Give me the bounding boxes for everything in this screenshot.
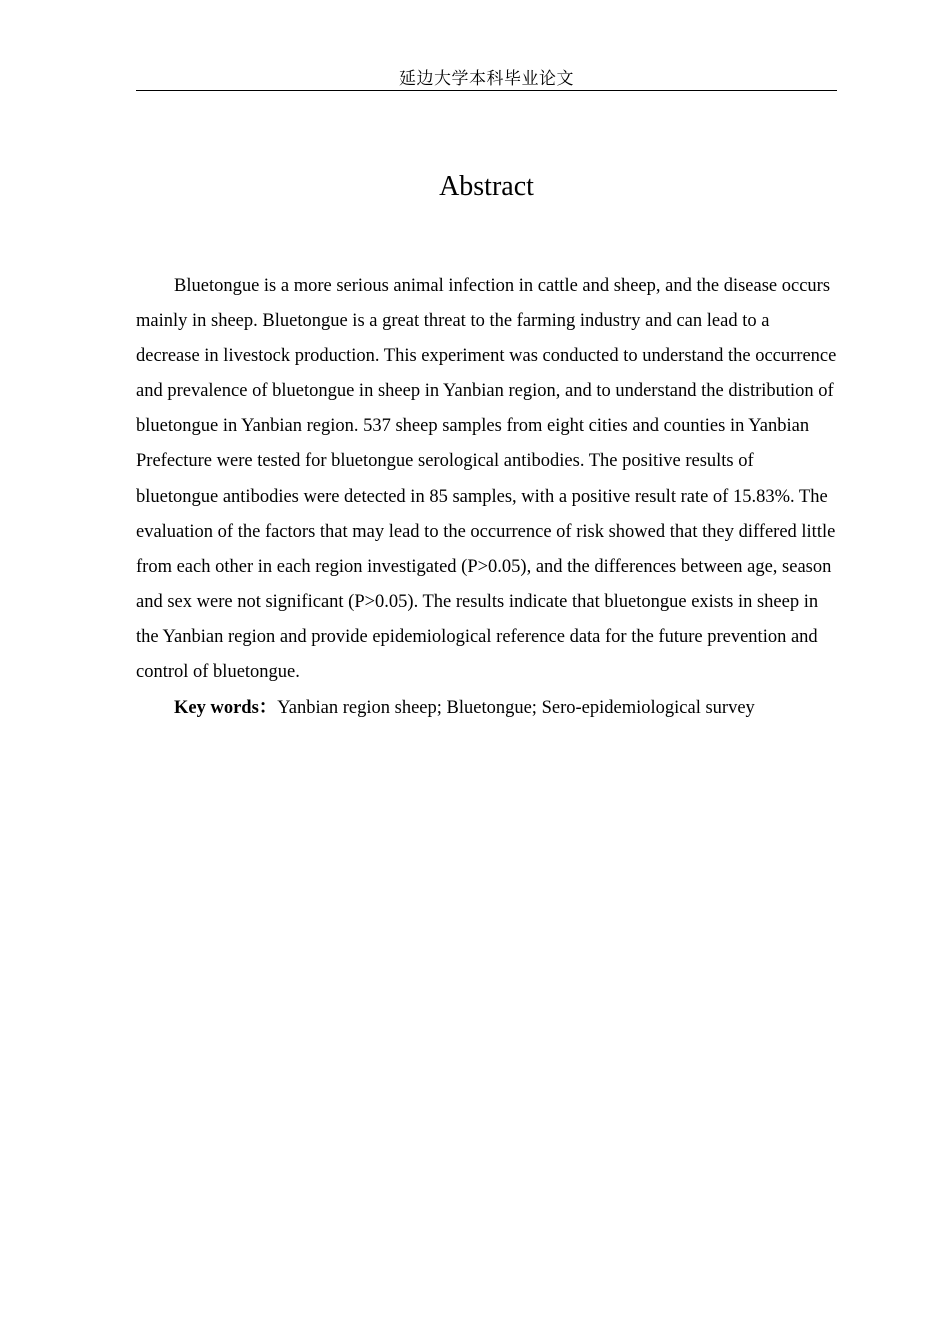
keywords-label: Key words： [174,698,278,718]
keywords-line [136,691,837,726]
abstract-body: Bluetongue is a more serious animal infection in cattle and sheep, and the disease occurs mainly in sheep. Bluetongue is a great threat to the farming industry and can lead to a decrease in livestock production. This experiment was conducted to understand the occurrence and prevalence of bluetongue in sheep in Yanbian region, and to understand the distribution of bluetongue in Yanbian region. 537 sheep samples from eight cities and counties in Yanbian Prefecture were tested for bluetongue serological antibodies. The positive results of bluetongue antibodies were detected in 85 samples, with a positive result rate of 15.83%. The evaluation of the factors that may lead to the occurrence of risk showed that they differed little from each other in each region investigated (P>0.05), and the differences between age, season and sex were not significant (P>0.05). The results indicate that bluetongue exists in sheep in the Yanbian region and provide epidemiological reference data for the future prevention and control of bluetongue. [136,276,837,683]
keywords-text: Yanbian region sheep; Bluetongue; Sero-epidemiological survey [277,698,755,718]
abstract-title: Abstract [439,171,534,202]
running-header: 延边大学本科毕业论文 [136,66,837,91]
